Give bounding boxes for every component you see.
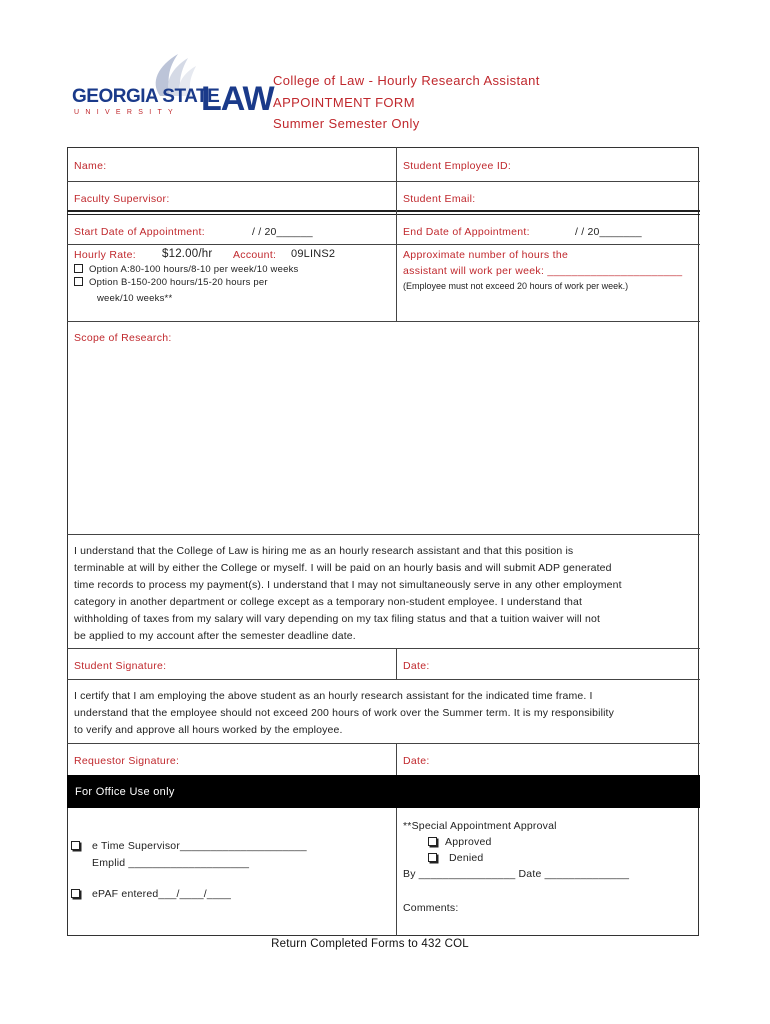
column-divider [396,648,397,679]
time-supervisor-field: e Time Supervisor_____________________ [92,840,307,852]
epaf-field: ePAF entered___/____/____ [92,888,232,900]
column-divider [396,147,397,321]
option-b-label-cont: week/10 weeks** [97,293,173,304]
approved-label: Approved [445,836,492,848]
hourly-rate-label: Hourly Rate: [74,249,136,261]
time-supervisor-checkbox[interactable] [71,841,80,850]
by-date-field[interactable]: By ________________ Date ______________ [403,868,630,880]
name-label: Name: [74,160,107,172]
agreement-line: terminable at will by either the College or myself. I will be paid on an hourly basis and will submit ADP generated [74,562,612,574]
certify-line: I certify that I am employing the above student as an hourly research assistant for the indicated time frame. I [74,690,593,702]
approx-hours-field[interactable]: assistant will work per week: ______________________ [403,265,683,277]
end-date-field[interactable]: / / 20_______ [575,226,642,238]
option-b-label: Option B-150-200 hours/15-20 hours per [89,277,268,288]
certify-line: understand that the employee should not exceed 200 hours of work over the Summer term. It is my responsibility [74,707,615,719]
divider [67,321,700,322]
option-a-checkbox[interactable] [74,264,83,273]
column-divider [396,808,397,936]
comments-label: Comments: [403,902,459,914]
divider [67,648,700,649]
account-label: Account: [233,249,277,261]
start-date-field[interactable]: / / 20______ [252,226,313,238]
form-title-line3: Summer Semester Only [273,116,420,131]
logo-university: UNIVERSITY [74,109,180,116]
emplid-field[interactable]: Emplid ____________________ [92,857,250,869]
certify-line: to verify and approve all hours worked by the employee. [74,724,343,736]
denied-row[interactable] [428,852,483,864]
gsu-law-logo [70,52,274,122]
agreement-line: category in another department or college except as a temporary non-student employee. I understand that [74,596,583,608]
epaf-row[interactable] [71,888,231,900]
epaf-checkbox[interactable] [71,889,80,898]
divider [67,244,700,245]
return-instructions: Return Completed Forms to 432 COL [271,938,469,950]
approved-checkbox[interactable] [428,837,437,846]
faculty-supervisor-label: Faculty Supervisor: [74,193,170,205]
form-title-line1: College of Law - Hourly Research Assistant [273,73,540,88]
agreement-line: withholding of taxes from my salary will vary depending on my tax filing status and that a tuition waiver will not [74,613,601,625]
divider [67,210,700,212]
end-date-label: End Date of Appointment: [403,226,530,238]
account-value: 09LINS2 [291,248,336,260]
approx-hours-label: Approximate number of hours the [403,249,569,261]
agreement-line: time records to process my payment(s). I understand that I may not simultaneously serve in any other employment [74,579,622,591]
denied-label: Denied [449,852,484,864]
requestor-signature-label: Requestor Signature: [74,755,180,767]
student-id-label: Student Employee ID: [403,160,512,172]
option-b-row[interactable] [74,277,268,288]
student-date-label: Date: [403,660,430,672]
office-use-header [67,775,700,808]
option-a-label: Option A:80-100 hours/8-10 per week/10 weeks [89,264,299,275]
logo-law: LAW [201,80,274,118]
logo-georgia-state: GEORGIA STATE [72,86,220,107]
agreement-text [74,543,696,645]
option-b-checkbox[interactable] [74,277,83,286]
divider [67,534,700,535]
agreement-line: be applied to my account after the semester deadline date. [74,630,356,642]
scope-label: Scope of Research: [74,332,172,344]
divider [67,214,700,215]
option-a-row[interactable] [74,264,298,275]
student-email-label: Student Email: [403,193,476,205]
office-use-title: For Office Use only [75,786,175,798]
certify-text [74,688,696,739]
form-title-line2: APPOINTMENT FORM [273,95,415,110]
agreement-line: I understand that the College of Law is hiring me as an hourly research assistant and that this position is [74,545,574,557]
approved-row[interactable] [428,836,492,848]
time-supervisor-row[interactable] [71,840,307,852]
divider [67,181,700,182]
divider [67,743,700,744]
divider [67,679,700,680]
special-approval-title: **Special Appointment Approval [403,820,557,832]
start-date-label: Start Date of Appointment: [74,226,205,238]
denied-checkbox[interactable] [428,853,437,862]
requestor-date-label: Date: [403,755,430,767]
scope-textarea[interactable] [70,348,696,530]
hourly-rate-value: $12.00/hr [162,248,213,260]
max-hours-note: (Employee must not exceed 20 hours of work per week.) [403,281,629,291]
column-divider [396,743,397,775]
student-signature-label: Student Signature: [74,660,167,672]
